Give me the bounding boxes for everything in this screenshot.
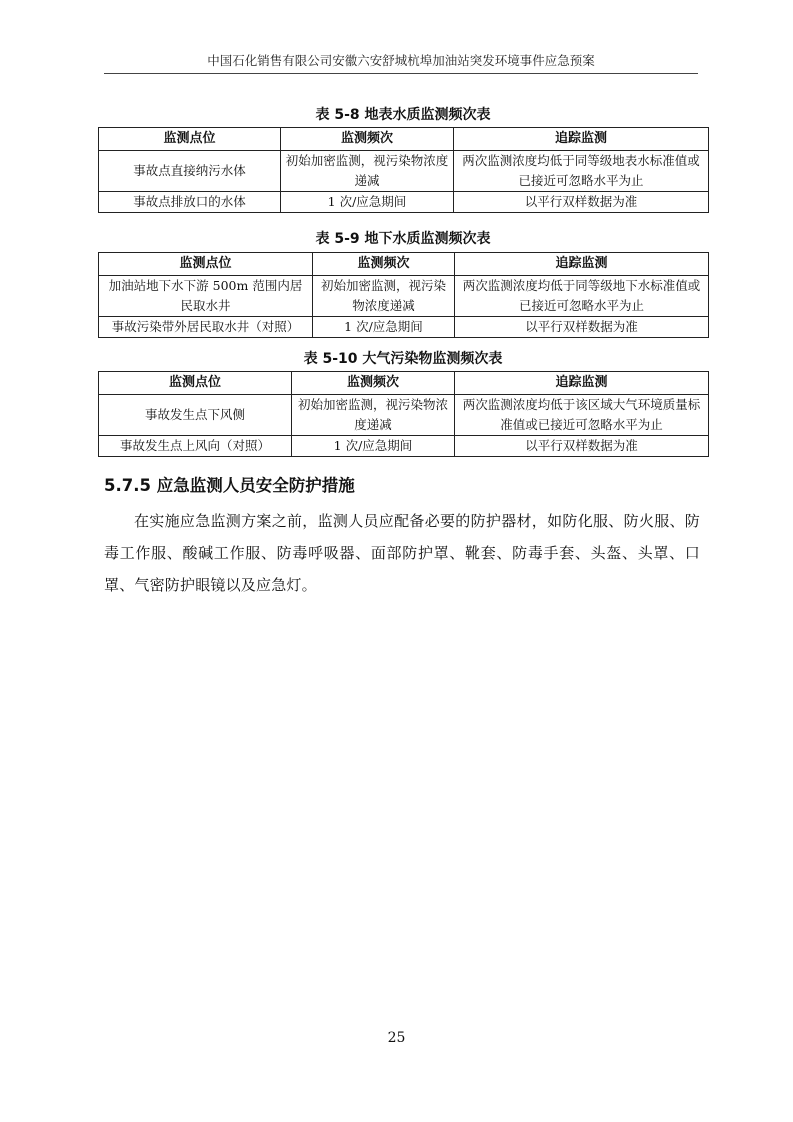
table-cell: 初始加密监测，视污染物浓度递减 bbox=[313, 276, 455, 317]
table-header-row bbox=[99, 253, 709, 276]
header-rule bbox=[104, 73, 698, 74]
column-header: 监测点位 bbox=[99, 372, 292, 395]
table-row bbox=[99, 276, 709, 317]
page-number: 25 bbox=[387, 1030, 406, 1046]
air-pollutant-table bbox=[98, 371, 709, 457]
table-cell: 初始加密监测，视污染物浓度递减 bbox=[292, 395, 455, 436]
table-cell: 事故污染带外居民取水井（对照） bbox=[99, 317, 313, 338]
table-caption-5-10: 表 5-10 大气污染物监测频次表 bbox=[303, 351, 503, 367]
table-cell: 事故点直接纳污水体 bbox=[99, 151, 281, 192]
table-header-row bbox=[99, 128, 709, 151]
table-cell: 1 次/应急期间 bbox=[281, 192, 454, 213]
table-cell: 两次监测浓度均低于同等级地下水标准值或已接近可忽略水平为止 bbox=[455, 276, 709, 317]
table-cell: 两次监测浓度均低于同等级地表水标准值或已接近可忽略水平为止 bbox=[454, 151, 709, 192]
section-heading: 5.7.5 应急监测人员安全防护措施 bbox=[104, 476, 355, 495]
column-header: 监测点位 bbox=[99, 128, 281, 151]
table-cell: 两次监测浓度均低于该区域大气环境质量标准值或已接近可忽略水平为止 bbox=[455, 395, 709, 436]
table-cell: 1 次/应急期间 bbox=[313, 317, 455, 338]
table-cell: 1 次/应急期间 bbox=[292, 436, 455, 457]
table-row bbox=[99, 436, 709, 457]
table-caption-5-8: 表 5-8 地表水质监测频次表 bbox=[315, 107, 491, 123]
table-row bbox=[99, 317, 709, 338]
column-header: 监测频次 bbox=[292, 372, 455, 395]
page-header: 中国石化销售有限公司安徽六安舒城杭埠加油站突发环境事件应急预案 bbox=[207, 53, 595, 68]
groundwater-table bbox=[98, 252, 709, 338]
column-header: 追踪监测 bbox=[455, 372, 709, 395]
surface-water-table bbox=[98, 127, 709, 213]
table-row bbox=[99, 192, 709, 213]
table-cell: 事故发生点下风侧 bbox=[99, 395, 292, 436]
table-cell: 以平行双样数据为准 bbox=[455, 317, 709, 338]
table-row bbox=[99, 151, 709, 192]
table-cell: 事故点排放口的水体 bbox=[99, 192, 281, 213]
table-cell: 以平行双样数据为准 bbox=[454, 192, 709, 213]
table-cell: 初始加密监测，视污染物浓度递减 bbox=[281, 151, 454, 192]
table-cell: 以平行双样数据为准 bbox=[455, 436, 709, 457]
column-header: 追踪监测 bbox=[455, 253, 709, 276]
table-cell: 加油站地下水下游 500m 范围内居民取水井 bbox=[99, 276, 313, 317]
column-header: 监测点位 bbox=[99, 253, 313, 276]
table-cell: 事故发生点上风向（对照） bbox=[99, 436, 292, 457]
table-row bbox=[99, 395, 709, 436]
body-paragraph: 在实施应急监测方案之前，监测人员应配备必要的防护器材，如防化服、防火服、防毒工作服、酸碱工作服、防毒呼吸器、面部防护罩、靴套、防毒手套、头盔、头罩、口罩、气密防护眼镜以及应急灯。 bbox=[104, 512, 700, 594]
column-header: 追踪监测 bbox=[454, 128, 709, 151]
table-header-row bbox=[99, 372, 709, 395]
table-caption-5-9: 表 5-9 地下水质监测频次表 bbox=[315, 231, 491, 247]
column-header: 监测频次 bbox=[281, 128, 454, 151]
column-header: 监测频次 bbox=[313, 253, 455, 276]
